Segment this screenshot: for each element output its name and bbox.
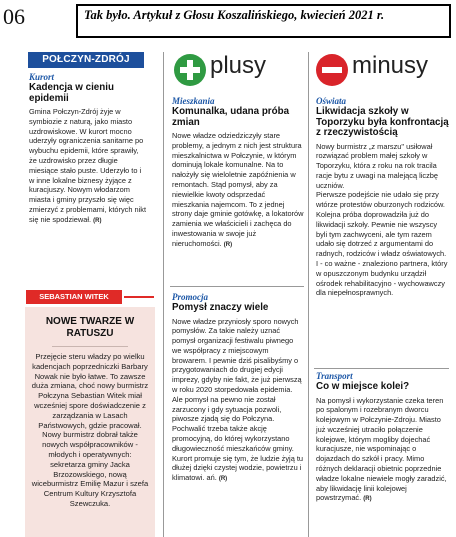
mayor-name-tag: SEBASTIAN WITEK bbox=[26, 290, 122, 304]
section-divider bbox=[314, 368, 449, 369]
transport-label: Transport bbox=[316, 371, 353, 381]
kurort-label: Kurort bbox=[29, 72, 55, 82]
mieszkania-body-text: Nowe władze odziedziczyły stare problemy, a jednym z nich jest struktura mieszkalnictwa w Połczynie, w którym dominują lokale komunalne. Na to nałożyły się wieloletnie zapóźnienia w remontach. Stąd pomysł, aby za niewielkie kwoty odsprzedać mieszkania najemcom. To z jednej strony daje gminie gotówkę, a lokatorów zamienia we właścicieli i zachęca do inwestowania w swoje już nieruchomości. bbox=[172, 131, 304, 248]
column-divider bbox=[308, 52, 309, 537]
section-divider bbox=[170, 286, 304, 287]
promocja-section bbox=[172, 292, 304, 485]
kurort-body bbox=[29, 107, 147, 227]
transport-section bbox=[316, 371, 449, 505]
oswiata-heading: Likwidacja szkoły w Toporzyku była konfrontacją z rzeczywistością bbox=[316, 106, 449, 138]
plus-label: plusy bbox=[210, 52, 267, 79]
mieszkania-heading: Komunalka, udana próba zmian bbox=[172, 106, 290, 128]
transport-body-text: Na pomysł i wykorzystanie czeka teren po spalonym i rozebranym dworcu kolejowym w Połczynie-Zdroju. Miasto już wcześniej utraciło połączenie kolejowe, którym mogliby dojechać kuracjusze, nie wspominając o dojazdach do szkół i pracy. Mimo różnych deklaracji obietnic poprzednie władze lokalne niewiele mogły zaradzić, aby likwidację linii kolejowej powstrzymać. bbox=[316, 395, 447, 503]
promocja-heading: Pomysł znaczy wiele bbox=[172, 302, 269, 313]
kurort-section bbox=[29, 72, 147, 227]
transport-heading: Co w miejsce kolei? bbox=[316, 381, 410, 392]
column-divider bbox=[163, 52, 164, 537]
author-mark: (R) bbox=[363, 496, 372, 503]
oswiata-label: Oświata bbox=[316, 96, 347, 106]
mieszkania-body bbox=[172, 131, 304, 251]
tag-underline bbox=[124, 296, 154, 298]
oswiata-body-2: Pierwsze podejście nie udało się przy wtórze protestów oburzonych rodziców. Kolejna próba doprowadziła już do likwidacji szkoły. Pewnie nie wszyscy byli tym zachwyceni, ale tym razem udało się dotrzeć z argumentami do radnych, rodziców i władz oświatowych. I - co ważne - znaleziono partnera, który w opuszczonym budynku urządził ośrodek rehabilitacyjno - wychowawczy dla niepełnosprawnych. bbox=[316, 190, 448, 298]
plus-icon-bar bbox=[187, 60, 193, 80]
article-caption: Tak było. Artykuł z Głosu Koszalińskiego, kwiecień 2021 r. bbox=[76, 4, 451, 38]
transport-body bbox=[316, 396, 449, 506]
promocja-body bbox=[172, 317, 304, 486]
location-tag: POŁCZYN-ZDRÓJ bbox=[28, 52, 144, 68]
mieszkania-label: Mieszkania bbox=[172, 96, 215, 106]
profile-divider bbox=[52, 346, 128, 347]
author-mark: (R) bbox=[223, 241, 233, 248]
page-number: 06 bbox=[3, 4, 25, 29]
minus-label: minusy bbox=[352, 52, 429, 79]
promocja-label: Promocja bbox=[172, 292, 208, 302]
oswiata-section bbox=[316, 96, 449, 298]
oswiata-body-1: Nowy burmistrz „z marszu" usiłował rozwiązać problem małej szkoły w Toporzyku, która z roku na rok tracila racje bytu z uwagi na malejącą liczbę uczniów. bbox=[316, 141, 439, 190]
profile-title: NOWE TWARZE W RATUSZU bbox=[45, 316, 135, 339]
mieszkania-section bbox=[172, 96, 304, 251]
author-mark: (R) bbox=[218, 476, 228, 483]
profile-body: Przejęcie steru władzy po wielku kadencjach poprzedniczki Barbary Nowak nie było łatwe. To zawsze duża zmiana, choć nowy burmistrz Połczyna Sebastian Witek miał wcześniej spore doświadczenie z zarządzania w Lasach Państwowych, gdzie pracował. Nowy burmistrz dobrał także nowych współpracowników - młodych i operatywnych: sekretarza gminy Jacka Brzozowskiego, nową wiceburmistrz Emilię Mazur i szefa Centrum Kultury Krzysztofa Szewczuka. bbox=[31, 352, 149, 508]
kurort-body-text: Gmina Połczyn-Zdrój żyje w symbiozie z naturą, jako miasto uzdrowiskowe. W kurort mocno uderzyły ograniczenia sanitarne po wybuchu epidemii, które sprawiły, że uzdrowisko przez długie miesiące stało puste. Uderzyło to i w inne lokalne biznesy żyjące z kuracjuszy. Nowym włodarzom miasta i gminy przyszło się więc zmierzyć z problemami, których nikt się nie spodziewał. bbox=[29, 107, 147, 224]
minus-icon-bar bbox=[322, 67, 342, 73]
promocja-body-text: Nowe władze przyniosły sporo nowych pomysłów. Za takie należy uznać pomysł organizacji festiwalu piwnego we współpracy z miejscowym browarem. I pewnie dziś pisalibyśmy o przygotowaniach do drugiej edycji imprezy, gdyby nie fakt, że już pierwszą w roku 2020 storpedowała epidemia. Ale pomysł na pewno nie został zarzucony i gdy sytuacja pozwoli, piwosze zjadą się do Połczyna. Pochwalić trzeba także akcję promocyjną, do której wykorzystano długowieczność mieszkańców gminy. Kurort promuje się tym, że ludzie żyją tu dłużej dzięki czystej wodzie, powietrzu i klimatowi. ań. bbox=[172, 316, 304, 483]
kurort-heading: Kadencja w cieniu epidemii bbox=[29, 82, 114, 104]
author-mark: (R) bbox=[93, 217, 102, 224]
